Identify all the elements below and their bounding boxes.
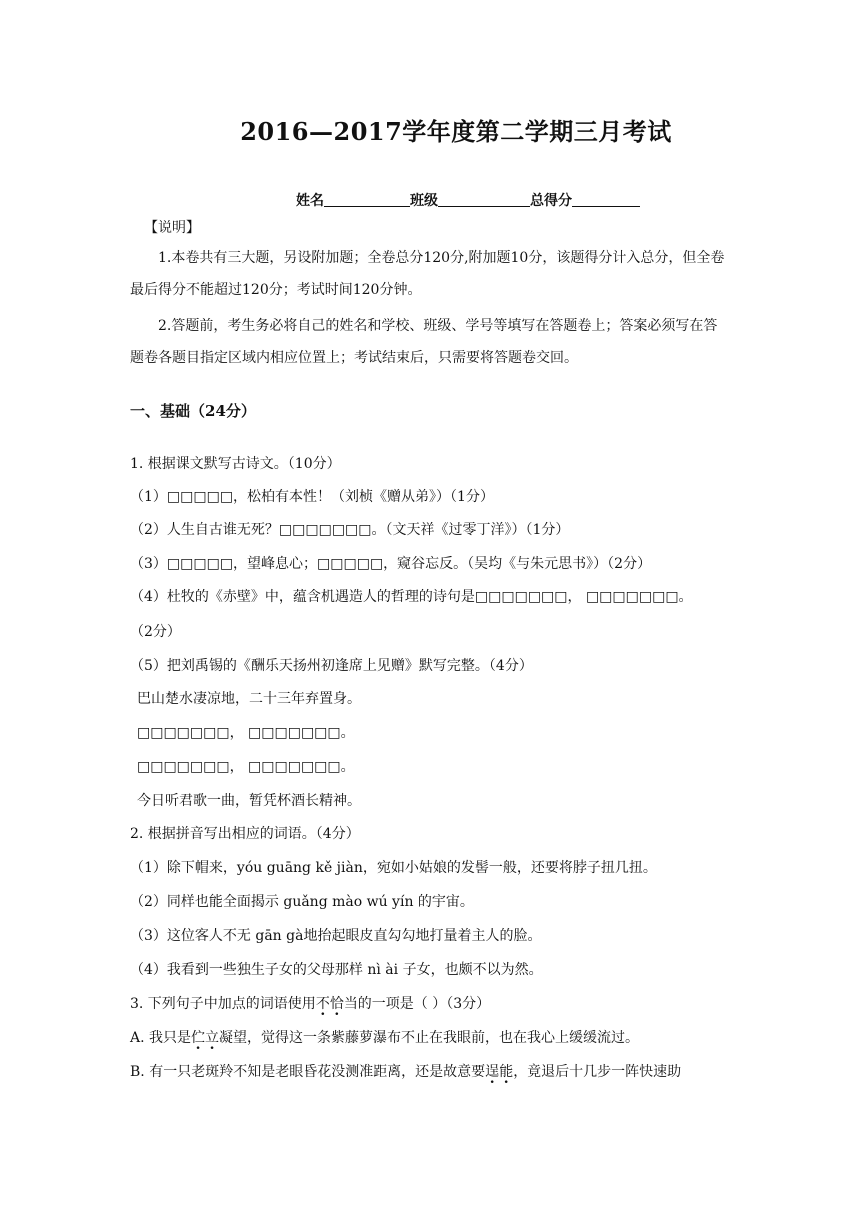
score-blank[interactable] — [572, 192, 640, 207]
question-1-item-2: （2）人生自古谁无死？□□□□□□□。（文天祥《过零丁洋》）（1分） — [130, 522, 570, 538]
class-blank[interactable] — [438, 192, 530, 207]
poem-line-3: □□□□□□□， □□□□□□□。 — [137, 759, 355, 775]
question-2-item-2: （2）同样也能全面揭示 guǎng mào wú yín 的宇宙。 — [130, 894, 474, 910]
dotted-char: 立 — [205, 1030, 220, 1046]
notes-heading: 【说明】 — [144, 220, 200, 236]
question-3-option-a: A. 我只是伫立凝望，觉得这一条紫藤萝瀑布不止在我眼前，也在我心上缓缓流过。 — [130, 1030, 640, 1046]
poem-line-4: 今日听君歌一曲，暂凭杯酒长精神。 — [137, 793, 361, 809]
question-1-item-4: （4）杜牧的《赤壁》中，蕴含机遇造人的哲理的诗句是□□□□□□□， □□□□□□□。 — [130, 589, 693, 605]
question-3-option-b: B. 有一只老斑羚不知是老眼昏花没测准距离，还是故意要逞能，竟退后十几步一阵快速助 — [130, 1064, 682, 1080]
question-2-stem: 2. 根据拼音写出相应的词语。（4分） — [130, 826, 360, 842]
question-1-item-1: （1）□□□□□，松柏有本性！（刘桢《赠从弟》）（1分） — [130, 489, 494, 505]
dotted-char: 恰 — [329, 996, 344, 1012]
question-1-item-4-score: （2分） — [130, 624, 181, 640]
dotted-char: 能 — [499, 1064, 514, 1080]
class-label: 班级 — [410, 193, 438, 209]
question-1-item-3: （3）□□□□□，望峰息心；□□□□□，窥谷忘反。（吴均《与朱元思书》）（2分） — [130, 556, 652, 572]
name-blank[interactable] — [324, 192, 410, 207]
question-2-item-3: （3）这位客人不无 gān gà地抬起眼皮直勾勾地打量着主人的脸。 — [130, 928, 542, 944]
question-2-item-4: （4）我看到一些独生子女的父母那样 nì ài 子女，也颇不以为然。 — [130, 962, 543, 978]
name-label: 姓名 — [296, 193, 324, 209]
dotted-char: 不 — [315, 996, 330, 1012]
score-label: 总得分 — [530, 193, 572, 209]
student-info-row — [296, 190, 640, 210]
dotted-char: 逞 — [485, 1064, 500, 1080]
dotted-char: 伫 — [191, 1030, 206, 1046]
question-1-stem: 1. 根据课文默写古诗文。（10分） — [130, 456, 341, 472]
notes-paragraph-2: 2.答题前，考生务必将自己的姓名和学校、班级、学号等填写在答题卷上；答案必须写在答题卷各题目指定区域内相应位置上；考试结束后，只需要将答题卷交回。 — [130, 318, 718, 366]
question-1-item-5: （5）把刘禹锡的《酬乐天扬州初逢席上见赠》默写完整。（4分） — [130, 658, 533, 674]
question-3-stem: 3. 下列句子中加点的词语使用不恰当的一项是（ ）（3分） — [130, 996, 491, 1012]
question-2-item-1: （1）除下帽来，yóu guāng kě jiàn，宛如小姑娘的发髻一般，还要将脖子扭几扭。 — [130, 860, 657, 876]
poem-line-1: 巴山楚水凄凉地，二十三年弃置身。 — [137, 691, 361, 707]
section-heading-basics: 一、基础（24分） — [130, 402, 256, 420]
notes-paragraph-1: 1.本卷共有三大题，另设附加题；全卷总分120分,附加题10分，该题得分计入总分，但全卷最后得分不能超过120分；考试时间120分钟。 — [130, 250, 725, 298]
exam-title: 2016—2017学年度第二学期三月考试 — [240, 117, 672, 146]
poem-line-2: □□□□□□□， □□□□□□□。 — [137, 725, 355, 741]
